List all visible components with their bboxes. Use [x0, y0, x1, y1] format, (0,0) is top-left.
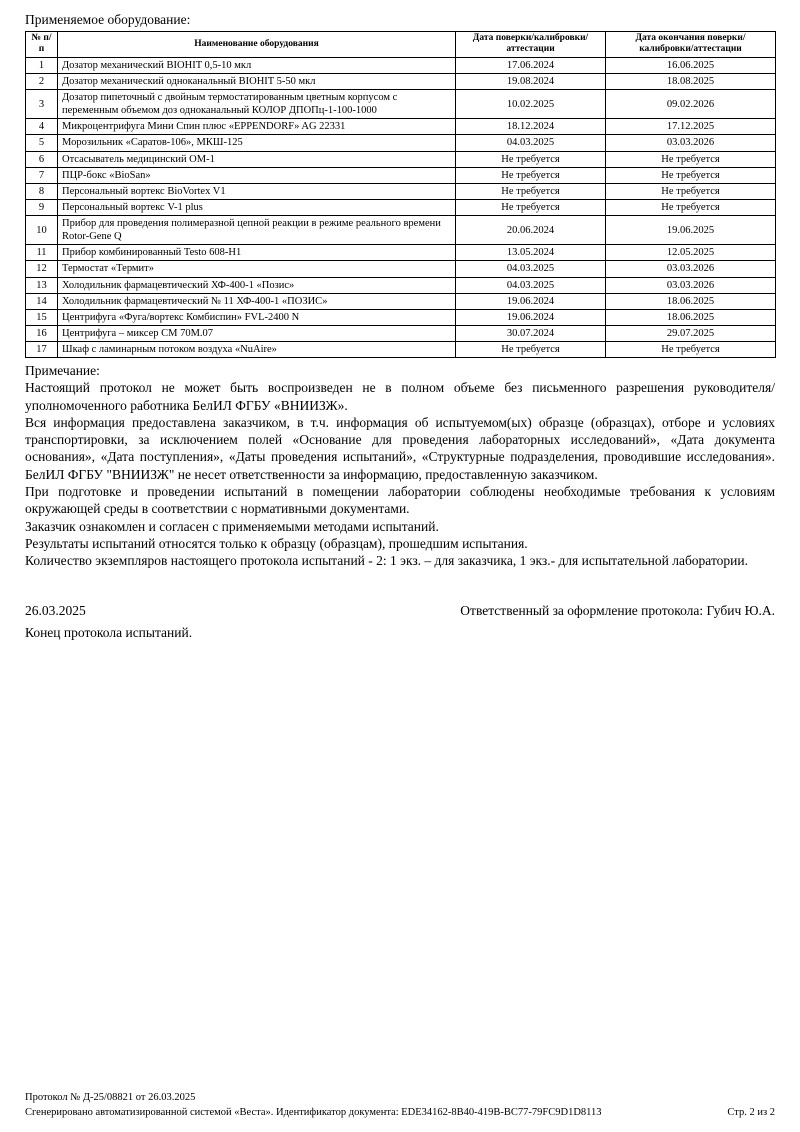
- note-paragraph-reproduction: Настоящий протокол не может быть воспроизведен не в полном объеме без письменного разрешения руководителя/уполномоченного работника БелИЛ ФГБУ «ВНИИЗЖ».: [25, 380, 775, 413]
- footer-protocol-number: Протокол № Д-25/08821 от 26.03.2025: [25, 1091, 196, 1103]
- equipment-name-cell: Дозатор механический одноканальный BIOHIT 5-50 мкл: [58, 73, 456, 89]
- table-row: [26, 216, 776, 245]
- expiry-date-cell: Не требуется: [606, 183, 776, 199]
- check-date-cell: 20.06.2024: [456, 216, 606, 245]
- equipment-name-cell: Персональный вортекс BioVortex V1: [58, 183, 456, 199]
- note-paragraph-copies: Количество экземпляров настоящего протокола испытаний - 2: 1 экз. – для заказчика, 1 экз.- для испытательной лаборатории.: [25, 553, 748, 569]
- footer-generated-info: Сгенерировано автоматизированной системой «Веста». Идентификатор документа: EDE34162-8B40-419B-BC77-79FC9D1D8113: [25, 1106, 602, 1118]
- row-number-cell: 7: [26, 167, 58, 183]
- table-row: [26, 90, 776, 119]
- equipment-name-cell: Персональный вортекс V-1 plus: [58, 199, 456, 215]
- table-row: [26, 135, 776, 151]
- equipment-name-cell: Термостат «Термит»: [58, 261, 456, 277]
- equipment-name-cell: Прибор для проведения полимеразной цепной реакции в режиме реального времени Rotor-Gene Q: [58, 216, 456, 245]
- footer-bottom-row: [25, 1105, 775, 1120]
- expiry-date-cell: 03.03.2026: [606, 135, 776, 151]
- expiry-date-cell: Не требуется: [606, 151, 776, 167]
- check-date-cell: 04.03.2025: [456, 261, 606, 277]
- equipment-name-cell: Отсасыватель медицинский ОМ-1: [58, 151, 456, 167]
- equipment-table-header: [26, 32, 776, 58]
- row-number-cell: 6: [26, 151, 58, 167]
- table-row: [26, 119, 776, 135]
- row-number-cell: 3: [26, 90, 58, 119]
- row-number-cell: 10: [26, 216, 58, 245]
- expiry-date-cell: 29.07.2025: [606, 325, 776, 341]
- equipment-name-cell: Дозатор механический BIOHIT 0,5-10 мкл: [58, 57, 456, 73]
- equipment-name-cell: Центрифуга «Фуга/вортекс Комбиспин» FVL-2400 N: [58, 309, 456, 325]
- expiry-date-cell: 18.06.2025: [606, 293, 776, 309]
- expiry-date-cell: 12.05.2025: [606, 245, 776, 261]
- table-row: [26, 73, 776, 89]
- row-number-cell: 14: [26, 293, 58, 309]
- check-date-cell: 04.03.2025: [456, 277, 606, 293]
- notes-section: [25, 362, 775, 569]
- check-date-cell: 18.12.2024: [456, 119, 606, 135]
- table-row: [26, 325, 776, 341]
- row-number-cell: 11: [26, 245, 58, 261]
- expiry-date-cell: 16.06.2025: [606, 57, 776, 73]
- page-footer: [25, 1090, 775, 1120]
- equipment-name-cell: Морозильник «Саратов-106», МКШ-125: [58, 135, 456, 151]
- equipment-name-cell: Микроцентрифуга Мини Спин плюс «EPPENDORF» AG 22331: [58, 119, 456, 135]
- col-header-equipment-name: Наименование оборудования: [58, 32, 456, 58]
- table-row: [26, 277, 776, 293]
- row-number-cell: 17: [26, 342, 58, 358]
- expiry-date-cell: Не требуется: [606, 167, 776, 183]
- responsible-person: Ответственный за оформление протокола: Губич Ю.А.: [460, 603, 775, 619]
- row-number-cell: 5: [26, 135, 58, 151]
- check-date-cell: Не требуется: [456, 183, 606, 199]
- row-number-cell: 2: [26, 73, 58, 89]
- equipment-table-body: [26, 57, 776, 357]
- check-date-cell: Не требуется: [456, 167, 606, 183]
- end-of-protocol-line: Конец протокола испытаний.: [25, 625, 193, 641]
- check-date-cell: Не требуется: [456, 199, 606, 215]
- table-row: [26, 57, 776, 73]
- expiry-date-cell: Не требуется: [606, 199, 776, 215]
- row-number-cell: 9: [26, 199, 58, 215]
- protocol-date: 26.03.2025: [25, 603, 86, 619]
- table-row: [26, 293, 776, 309]
- signature-row: [25, 603, 775, 619]
- check-date-cell: 19.08.2024: [456, 73, 606, 89]
- check-date-cell: 04.03.2025: [456, 135, 606, 151]
- equipment-name-cell: ПЦР-бокс «BioSan»: [58, 167, 456, 183]
- check-date-cell: 17.06.2024: [456, 57, 606, 73]
- check-date-cell: Не требуется: [456, 151, 606, 167]
- check-date-cell: 19.06.2024: [456, 309, 606, 325]
- check-date-cell: Не требуется: [456, 342, 606, 358]
- col-header-expiry-date: Дата окончания поверки/калибровки/аттестации: [606, 32, 776, 58]
- table-row: [26, 245, 776, 261]
- check-date-cell: 13.05.2024: [456, 245, 606, 261]
- equipment-name-cell: Холодильник фармацевтический ХФ-400-1 «Позис»: [58, 277, 456, 293]
- expiry-date-cell: 18.06.2025: [606, 309, 776, 325]
- table-header-row: [26, 32, 776, 58]
- table-row: [26, 183, 776, 199]
- table-row: [26, 151, 776, 167]
- note-paragraph-customer-info: Вся информация предоставлена заказчиком, в т.ч. информация об испытуемом(ых) образце (образцах), отборе и условиях транспортировки, за исключением полей «Основание для проведения лабораторных исследований», «Дата документа основания», «Дата поступления», «Даты проведения испытаний», «Структурные подразделения, проводившие исследования». БелИЛ ФГБУ "ВНИИЗЖ" не несет ответственности за информацию, предоставленную заказчиком.: [25, 414, 775, 482]
- table-row: [26, 309, 776, 325]
- row-number-cell: 8: [26, 183, 58, 199]
- footer-page-number: Стр. 2 из 2: [727, 1106, 775, 1118]
- expiry-date-cell: 09.02.2026: [606, 90, 776, 119]
- check-date-cell: 19.06.2024: [456, 293, 606, 309]
- note-paragraph-methods-agreement: Заказчик ознакомлен и согласен с применяемыми методами испытаний.: [25, 518, 439, 534]
- equipment-table: [25, 31, 776, 358]
- check-date-cell: 10.02.2025: [456, 90, 606, 119]
- expiry-date-cell: 19.06.2025: [606, 216, 776, 245]
- equipment-name-cell: Прибор комбинированный Testo 608-H1: [58, 245, 456, 261]
- equipment-name-cell: Шкаф с ламинарным потоком воздуха «NuAire»: [58, 342, 456, 358]
- row-number-cell: 1: [26, 57, 58, 73]
- row-number-cell: 4: [26, 119, 58, 135]
- expiry-date-cell: Не требуется: [606, 342, 776, 358]
- equipment-section-title: Применяемое оборудование:: [25, 12, 191, 27]
- equipment-name-cell: Дозатор пипеточный с двойным термостатированным цветным корпусом с переменным объемом доз одноканальный КОЛОР ДПОПц-1-100-1000: [58, 90, 456, 119]
- row-number-cell: 13: [26, 277, 58, 293]
- table-row: [26, 199, 776, 215]
- expiry-date-cell: 03.03.2026: [606, 261, 776, 277]
- table-row: [26, 167, 776, 183]
- note-paragraph-environment: При подготовке и проведении испытаний в помещении лаборатории соблюдены необходимые требования к условиям окружающей среды в соответствии с нормативными документами.: [25, 484, 775, 517]
- row-number-cell: 12: [26, 261, 58, 277]
- notes-heading: Примечание:: [25, 363, 100, 379]
- col-header-number: № п/п: [26, 32, 58, 58]
- expiry-date-cell: 03.03.2026: [606, 277, 776, 293]
- col-header-check-date: Дата поверки/калибровки/аттестации: [456, 32, 606, 58]
- check-date-cell: 30.07.2024: [456, 325, 606, 341]
- expiry-date-cell: 17.12.2025: [606, 119, 776, 135]
- table-row: [26, 342, 776, 358]
- table-row: [26, 261, 776, 277]
- note-paragraph-results-scope: Результаты испытаний относятся только к образцу (образцам), прошедшим испытания.: [25, 535, 528, 551]
- equipment-name-cell: Центрифуга – миксер СМ 70М.07: [58, 325, 456, 341]
- row-number-cell: 15: [26, 309, 58, 325]
- equipment-name-cell: Холодильник фармацевтический № 11 ХФ-400-1 «ПОЗИС»: [58, 293, 456, 309]
- row-number-cell: 16: [26, 325, 58, 341]
- expiry-date-cell: 18.08.2025: [606, 73, 776, 89]
